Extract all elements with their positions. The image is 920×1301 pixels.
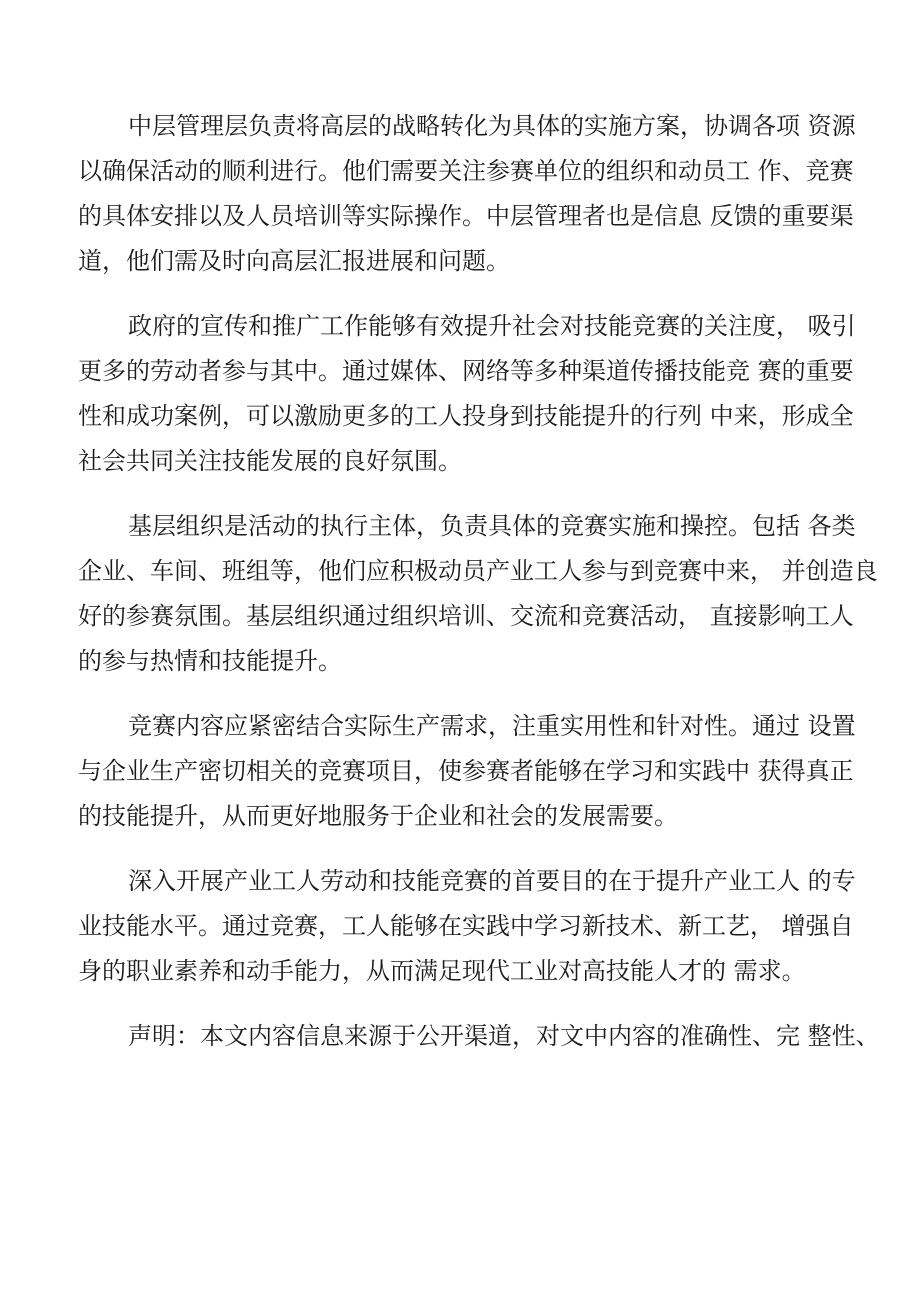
paragraph-middle-management — [78, 104, 854, 284]
text-line: 深入开展产业工人劳动和技能竞赛的首要目的在于提升产业工人 的专 — [128, 867, 856, 895]
text-line: 身的职业素养和动手能力，从而满足现代工业对高技能人才的 需求。 — [78, 957, 806, 985]
text-line: 的技能提升，从而更好地服务于企业和社会的发展需要。 — [78, 802, 678, 830]
text-line: 更多的劳动者参与其中。通过媒体、网络等多种渠道传播技能竞 赛的重要 — [78, 357, 854, 385]
text-line: 企业、车间、班组等，他们应积极动员产业工人参与到竞赛中来， 并创造良 — [78, 557, 878, 585]
text-line: 竞赛内容应紧密结合实际生产需求，注重实用性和针对性。通过 设置 — [128, 712, 856, 740]
text-line: 社会共同关注技能发展的良好氛围。 — [78, 447, 462, 475]
text-line: 声明：本文内容信息来源于公开渠道，对文中内容的准确性、完 整性、 — [128, 1022, 880, 1050]
paragraph-grassroots-organization — [78, 504, 878, 684]
text-line: 中层管理层负责将高层的战略转化为具体的实施方案，协调各项 资源 — [128, 112, 856, 140]
text-line: 的具体安排以及人员培训等实际操作。中层管理者也是信息 反馈的重要渠 — [78, 202, 854, 230]
text-line: 好的参赛氛围。基层组织通过组织培训、交流和竞赛活动， 直接影响工人 — [78, 602, 854, 630]
text-line: 以确保活动的顺利进行。他们需要关注参赛单位的组织和动员工 作、竞赛 — [78, 157, 854, 185]
paragraph-competition-content — [78, 704, 854, 839]
document-body — [78, 104, 880, 1079]
text-line: 业技能水平。通过竞赛，工人能够在实践中学习新技术、新工艺， 增强自 — [78, 912, 854, 940]
text-line: 道，他们需及时向高层汇报进展和问题。 — [78, 247, 510, 275]
text-line: 政府的宣传和推广工作能够有效提升社会对技能竞赛的关注度， 吸引 — [128, 312, 856, 340]
paragraph-disclaimer — [78, 1014, 880, 1059]
text-line: 基层组织是活动的执行主体，负责具体的竞赛实施和操控。包括 各类 — [128, 512, 856, 540]
text-line: 性和成功案例，可以激励更多的工人投身到技能提升的行列 中来，形成全 — [78, 402, 854, 430]
text-line: 的参与热情和技能提升。 — [78, 647, 342, 675]
paragraph-primary-goal — [78, 859, 854, 994]
text-line: 与企业生产密切相关的竞赛项目，使参赛者能够在学习和实践中 获得真正 — [78, 757, 854, 785]
paragraph-government-promotion — [78, 304, 854, 484]
